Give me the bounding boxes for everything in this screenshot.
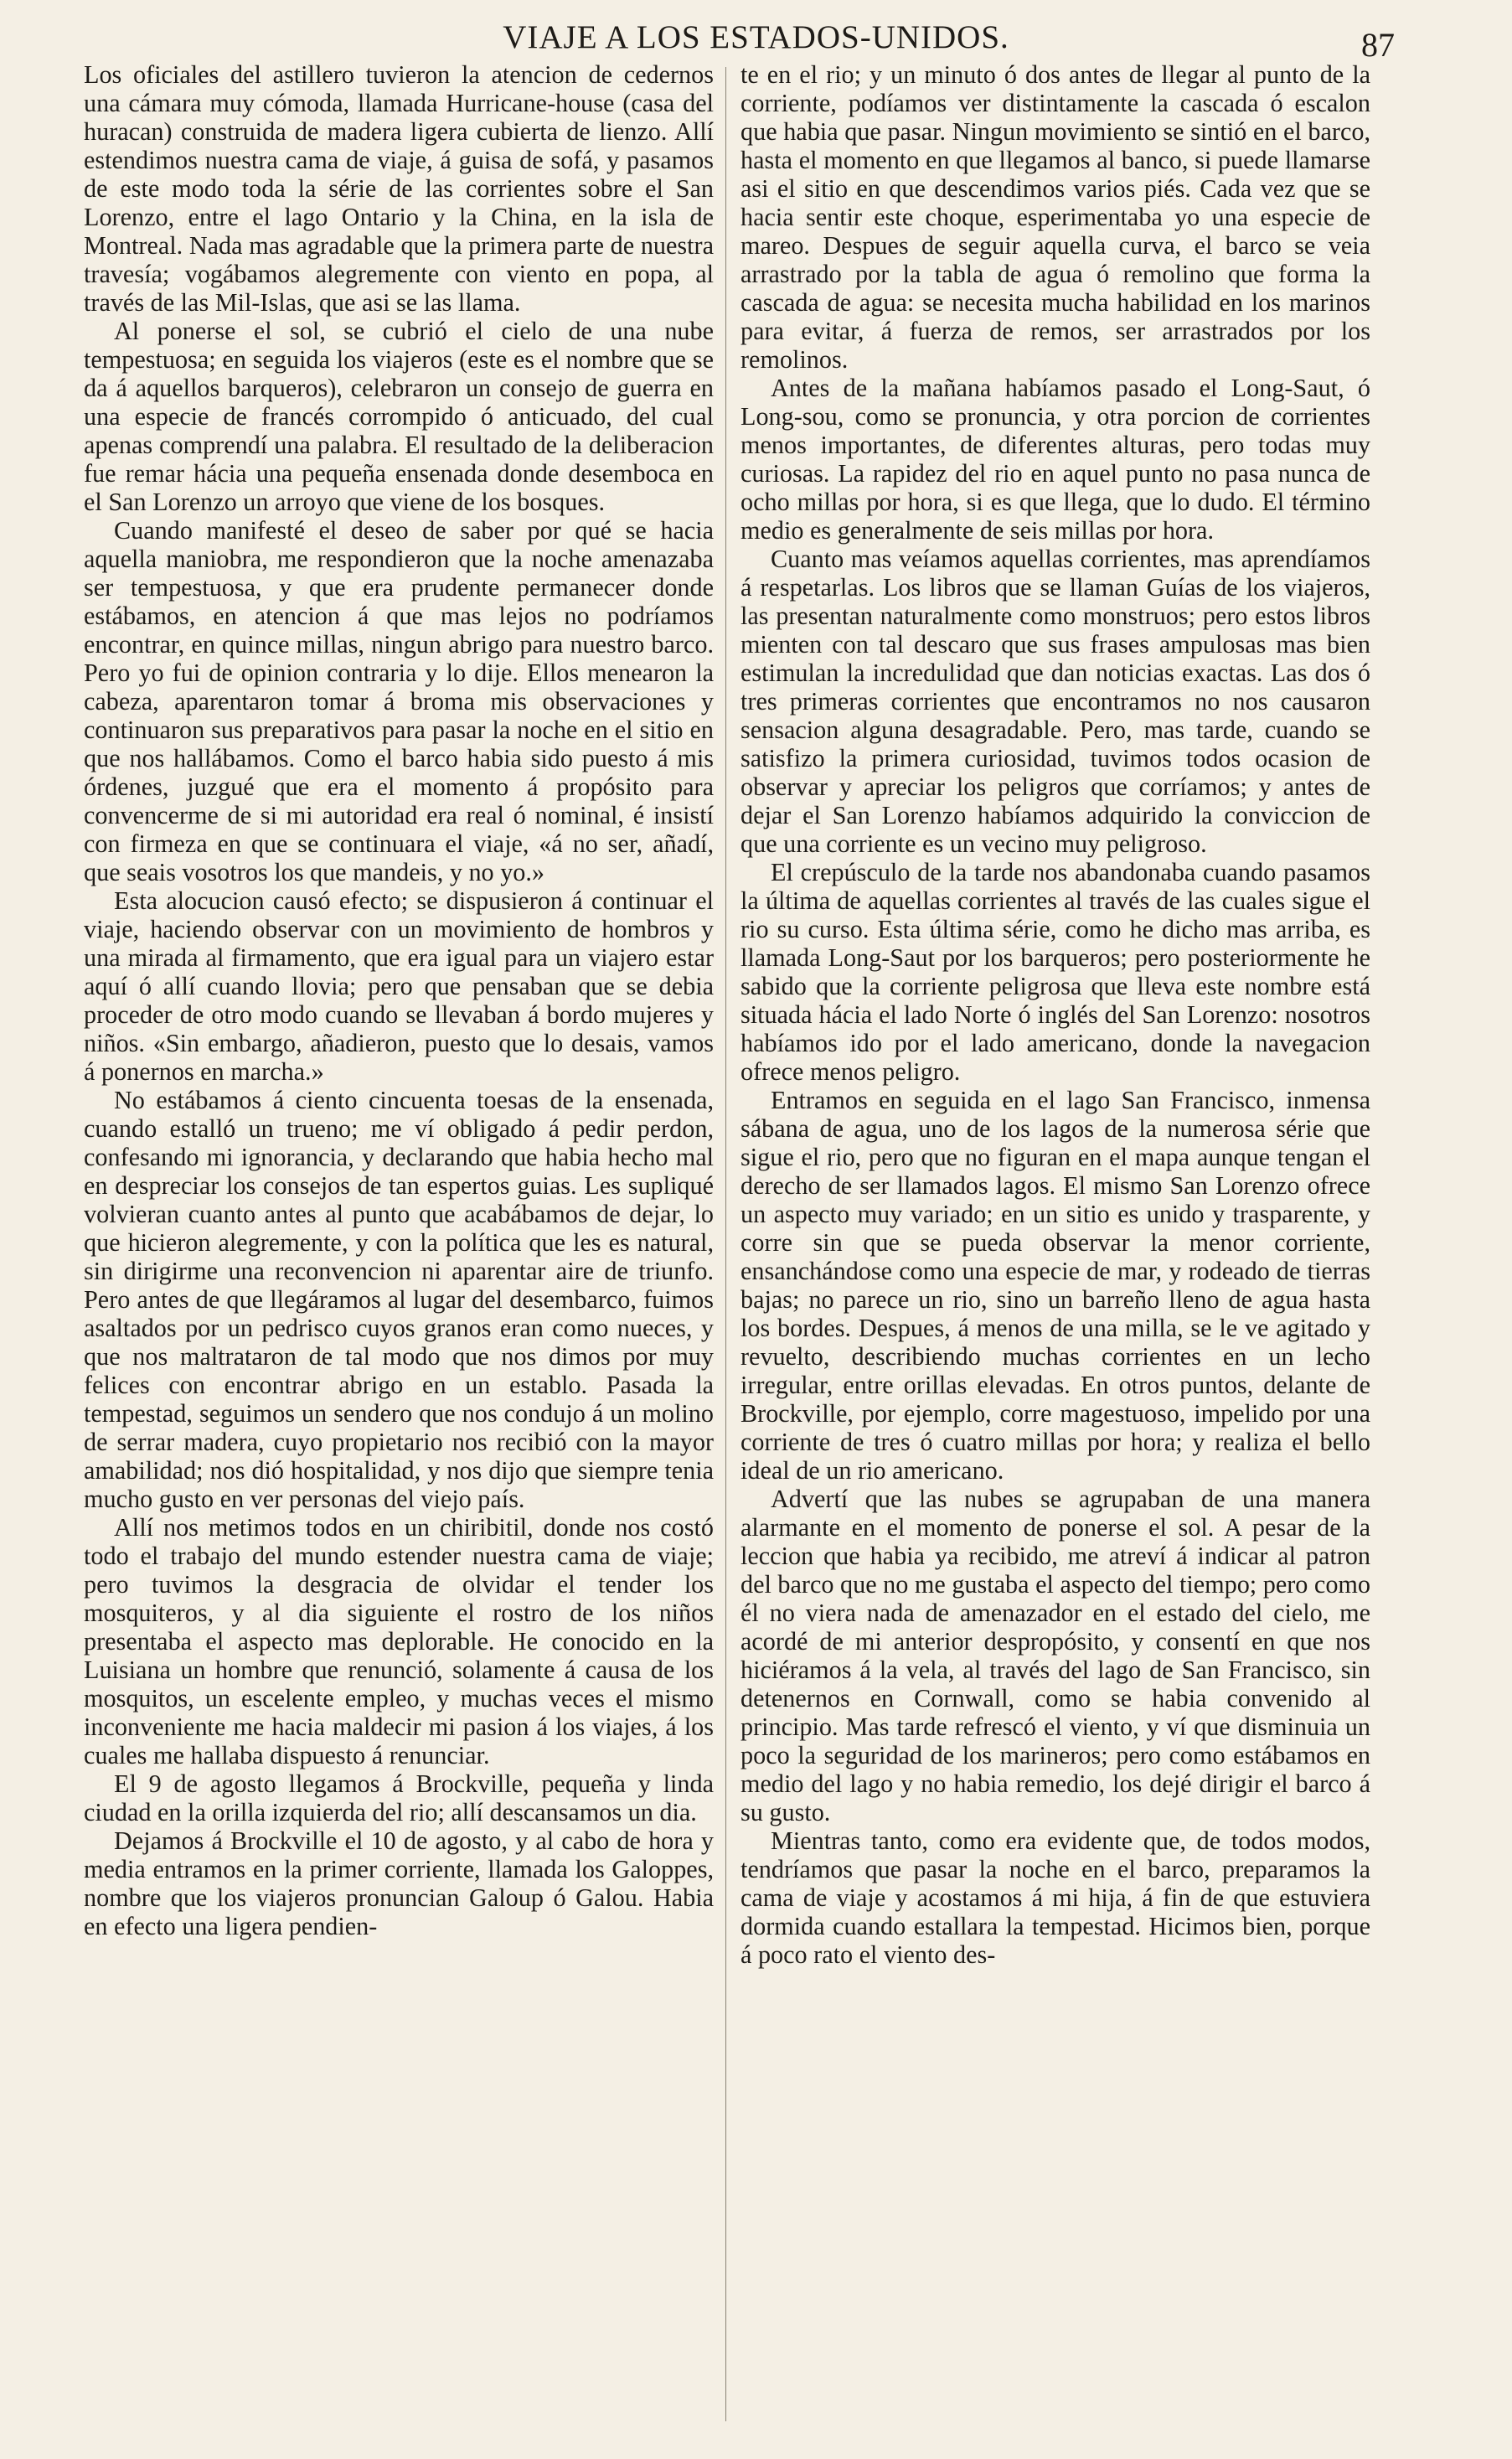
right-column [741,60,1370,2431]
paragraph: Cuanto mas veíamos aquellas corrientes, mas aprendíamos á respetarlas. Los libros que se llaman Guías de los viajeros, las presentan naturalmente como monstruos; pero estos libros mienten con tal descaro que sus frases ampulosas mas bien estimulan la incredulidad que dan noticias exactas. Las dos ó tres primeras corrientes que encontramos no nos causaron sensacion alguna desagradable. Pero, mas tarde, cuando se satisfizo la primera curiosidad, tuvimos todos ocasion de observar y apreciar los peligros que corríamos; y antes de dejar el San Lorenzo habíamos adquirido la conviccion de que una corriente es un vecino muy peligroso. [741,545,1370,858]
paragraph: Allí nos metimos todos en un chiribitil, donde nos costó todo el trabajo del mundo estender nuestra cama de viaje; pero tuvimos la desgracia de olvidar el tender los mosquiteros, y al dia siguiente el rostro de los niños presentaba el aspecto mas deplorable. He conocido en la Luisiana un hombre que renunció, solamente á causa de los mosquitos, un escelente empleo, y muchas veces el mismo inconveniente me hacia maldecir mi pasion á los viajes, á los cuales me hallaba dispuesto á renunciar. [84,1513,714,1769]
page-number: 87 [1361,26,1395,64]
paragraph: Esta alocucion causó efecto; se dispusieron á continuar el viaje, haciendo observar con un movimiento de hombros y una mirada al firmamento, que era igual para un viajero estar aquí ó allí cuando llovia; pero que pensaban que se debia proceder de otro modo cuando se llevaban á bordo mujeres y niños. «Sin embargo, añadieron, puesto que lo desais, vamos á ponernos en marcha.» [84,886,714,1086]
column-divider [725,67,726,2421]
paragraph: Antes de la mañana habíamos pasado el Long-Saut, ó Long-sou, como se pronuncia, y otra porcion de corrientes menos importantes, de diferentes alturas, pero todas muy curiosas. La rapidez del rio en aquel punto no pasa nunca de ocho millas por hora, si es que llega, que lo dudo. El término medio es generalmente de seis millas por hora. [741,374,1370,545]
paragraph: No estábamos á ciento cincuenta toesas de la ensenada, cuando estalló un trueno; me ví obligado á pedir perdon, confesando mi ignorancia, y declarando que habia hecho mal en despreciar los consejos de tan espertos guias. Les supliqué volvieran cuanto antes al punto que acabábamos de dejar, lo que hicieron alegremente, y con la política que les es natural, sin dirigirme una reconvencion ni aparentar aire de triunfo. Pero antes de que llegáramos al lugar del desembarco, fuimos asaltados por un pedrisco cuyos granos eran como nueces, y que nos maltrataron de tal modo que nos dimos por muy felices con encontrar abrigo en un establo. Pasada la tempestad, seguimos un sendero que nos condujo á un molino de serrar madera, cuyo propietario nos recibió con la mayor amabilidad; nos dió hospitalidad, y nos dijo que siempre tenia mucho gusto en ver personas del viejo país. [84,1086,714,1513]
paragraph: Los oficiales del astillero tuvieron la atencion de cedernos una cámara muy cómoda, llamada Hurricane-house (casa del huracan) construida de madera ligera cubierta de lienzo. Allí estendimos nuestra cama de viaje, á guisa de sofá, y pasamos de este modo toda la série de las corrientes sobre el San Lorenzo, entre el lago Ontario y la China, en la isla de Montreal. Nada mas agradable que la primera parte de nuestra travesía; vogábamos alegremente con viento en popa, al través de las Mil-Islas, que asi se las llama. [84,60,714,317]
paragraph: El crepúsculo de la tarde nos abandonaba cuando pasamos la última de aquellas corrientes al través de las cuales sigue el rio su curso. Esta última série, como he dicho mas arriba, es llamada Long-Saut por los barqueros; pero posteriormente he sabido que la corriente peligrosa que lleva este nombre está situada hácia el lado Norte ó inglés del San Lorenzo: nosotros habíamos ido por el lado americano, donde la navegacion ofrece menos peligro. [741,858,1370,1086]
paragraph: Cuando manifesté el deseo de saber por qué se hacia aquella maniobra, me respondieron que la noche amenazaba ser tempestuosa, y que era prudente permanecer donde estábamos, en atencion á que mas lejos no podríamos encontrar, en quince millas, ningun abrigo para nuestro barco. Pero yo fui de opinion contraria y lo dije. Ellos menearon la cabeza, aparentaron tomar á broma mis observaciones y continuaron sus preparativos para pasar la noche en el sitio en que nos hallábamos. Como el barco habia sido puesto á mis órdenes, juzgué que era el momento á propósito para convencerme de si mi autoridad era real ó nominal, é insistí con firmeza en que se continuara el viaje, «á no ser, añadí, que seais vosotros los que mandeis, y no yo.» [84,516,714,886]
paragraph: te en el rio; y un minuto ó dos antes de llegar al punto de la corriente, podíamos ver distintamente la cascada ó escalon que habia que pasar. Ningun movimiento se sintió en el barco, hasta el momento en que llegamos al banco, si puede llamarse asi el sitio en que descendimos varios piés. Cada vez que se hacia sentir este choque, esperimentaba yo una especie de mareo. Despues de seguir aquella curva, el barco se veia arrastrado por la tabla de agua ó remolino que forma la cascada de agua: se necesita mucha habilidad en los marinos para evitar, á fuerza de remos, ser arrastrados por los remolinos. [741,60,1370,374]
paragraph: Advertí que las nubes se agrupaban de una manera alarmante en el momento de ponerse el sol. A pesar de la leccion que habia ya recibido, me atreví á indicar al patron del barco que no me gustaba el aspecto del tiempo; pero como él no viera nada de amenazador en el estado del cielo, me acordé de mi anterior despropósito, y consentí en que nos hiciéramos á la vela, al través del lago de San Francisco, sin detenernos en Cornwall, como se habia convenido al principio. Mas tarde refrescó el viento, y ví que disminuia un poco la seguridad de los marineros; pero como estábamos en medio del lago y no habia remedio, los dejé dirigir el barco á su gusto. [741,1485,1370,1826]
paragraph: Al ponerse el sol, se cubrió el cielo de una nube tempestuosa; en seguida los viajeros (este es el nombre que se da á aquellos barqueros), celebraron un consejo de guerra en una especie de francés corrompido ó anticuado, del cual apenas comprendí una palabra. El resultado de la deliberacion fue remar hácia una pequeña ensenada donde desemboca en el San Lorenzo un arroyo que viene de los bosques. [84,317,714,516]
running-title: VIAJE A LOS ESTADOS-UNIDOS. [503,19,1009,55]
paragraph: Entramos en seguida en el lago San Francisco, inmensa sábana de agua, uno de los lagos de la numerosa série que sigue el rio, pero que no figuran en el mapa aunque tengan el derecho de ser llamados lagos. El mismo San Lorenzo ofrece un aspecto muy variado; en un sitio es unido y trasparente, y corre sin que se pueda observar la menor corriente, ensanchándose como una especie de mar, y rodeado de tierras bajas; no parece un rio, sino un barreño lleno de agua hasta los bordes. Despues, á menos de una milla, se le ve agitado y revuelto, describiendo muchas corrientes en un lecho irregular, entre orillas elevadas. En otros puntos, delante de Brockville, por ejemplo, corre magestuoso, impelido por una corriente de tres ó cuatro millas por hora; y realiza el bello ideal de un rio americano. [741,1086,1370,1485]
paragraph: El 9 de agosto llegamos á Brockville, pequeña y linda ciudad en la orilla izquierda del rio; allí descansamos un dia. [84,1769,714,1826]
left-column [84,60,714,2431]
paragraph: Mientras tanto, como era evidente que, de todos modos, tendríamos que pasar la noche en el barco, preparamos la cama de viaje y acostamos á mi hija, á fin de que estuviera dormida cuando estallara la tempestad. Hicimos bien, porque á poco rato el viento des- [741,1826,1370,1969]
paragraph: Dejamos á Brockville el 10 de agosto, y al cabo de hora y media entramos en la primer corriente, llamada los Galoppes, nombre que los viajeros pronuncian Galoup ó Galou. Habia en efecto una ligera pendien- [84,1826,714,1940]
